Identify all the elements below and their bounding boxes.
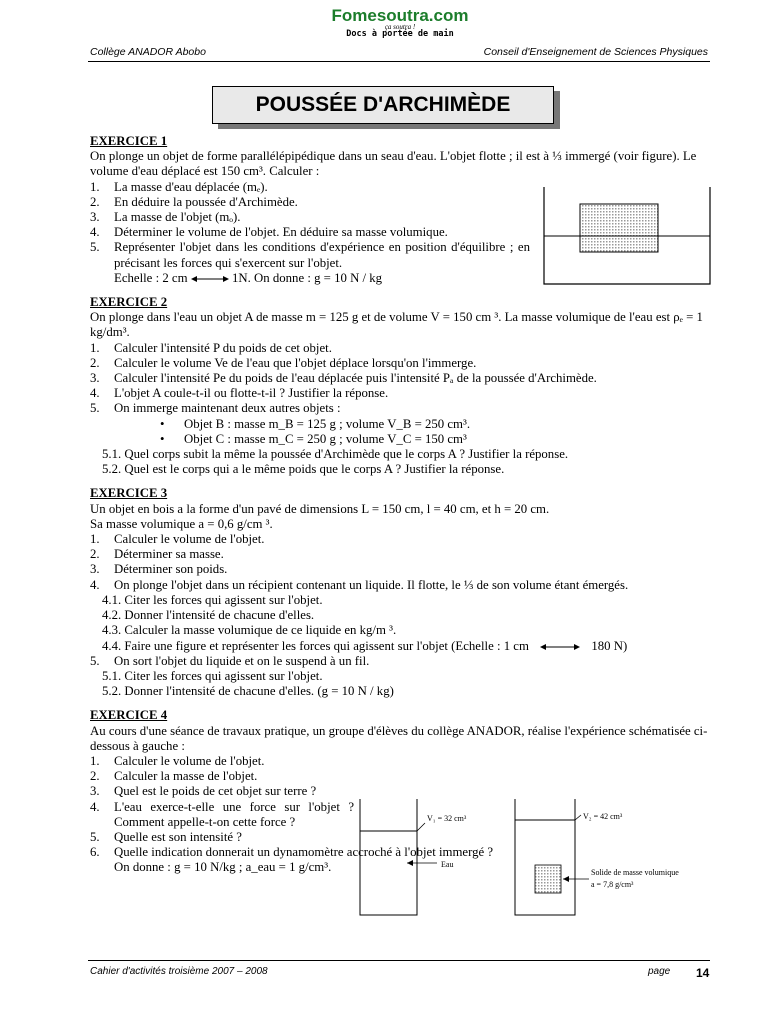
beaker-2 — [515, 799, 575, 915]
footer-text: Cahier d'activités troisième 2007 – 2008 — [90, 966, 268, 977]
ex3-item: 4. On plonge l'objet dans un récipient contenant un liquide. Il flotte, le ⅓ de son volume étant émergés. — [90, 577, 629, 592]
ex3-sub: 5.2. Donner l'intensité de chacune d'elles. (g = 10 N / kg) — [102, 684, 394, 699]
ex3-sub: 4.1. Citer les forces qui agissent sur l'objet. — [102, 592, 323, 607]
ex2-sub: 5.2. Quel est le corps qui a le même poids que le corps A ? Justifier la réponse. — [102, 462, 505, 477]
logo-slogan: ça soutra ! — [384, 23, 416, 31]
ex2-item: 3. Calculer l'intensité Pe du poids de l'eau déplacée puis l'intensité Pₐ de la poussée d'Archimède. — [90, 371, 597, 386]
ex2-bullet: • Objet C : masse m_C = 250 g ; volume V_C = 150 cm³ — [160, 431, 467, 446]
site-logo — [300, 6, 500, 39]
header-school: Collège ANADOR Abobo — [90, 46, 206, 58]
ex2-heading: EXERCICE 2 — [90, 295, 168, 310]
ex4-item: 6. Quelle indication donnerait un dynamomètre accroché à l'objet immergé ? — [90, 845, 494, 860]
ex2-item: 1. Calculer l'intensité P du poids de cet objet. — [90, 340, 332, 355]
double-arrow-icon — [540, 643, 580, 651]
header-rule — [88, 61, 710, 62]
ex3-intro2: Sa masse volumique a = 0,6 g/cm ³. — [90, 516, 273, 531]
ex1-heading: EXERCICE 1 — [90, 134, 168, 148]
ex2-bullet: • Objet B : masse m_B = 125 g ; volume V_B = 250 cm³. — [160, 416, 471, 431]
ex1-item: 1. La masse d'eau déplacée (mₑ). — [90, 179, 268, 194]
ex1-scale: Echelle : 2 cm 1N. On donne : g = 10 N / kg — [114, 270, 383, 285]
content — [90, 134, 714, 876]
ex3-item: 3. Déterminer son poids. — [90, 562, 228, 577]
page-number: 14 — [696, 966, 710, 980]
ex1-item: 3. La masse de l'objet (mₒ). — [90, 210, 241, 225]
ex2-item: 4. L'objet A coule-t-il ou flotte-t-il ? Justifier la réponse. — [90, 386, 389, 401]
ex3-item: 1. Calculer le volume de l'objet. — [90, 532, 265, 547]
footer-page-label: page — [648, 966, 671, 977]
ex3-sub: 4.2. Donner l'intensité de chacune d'elles. — [102, 608, 315, 623]
ex2-sub: 5.1. Quel corps subit la même la poussée d'Archimède que le corps A ? Justifier la réponse. — [102, 447, 569, 462]
ex3-item: 5. On sort l'objet du liquide et on le suspend à un fil. — [90, 653, 370, 668]
solid-object — [535, 865, 561, 893]
ex1-item: 4. Déterminer le volume de l'objet. En déduire sa masse volumique. — [90, 225, 448, 240]
ex4-item: 2. Calculer la masse de l'objet. — [90, 769, 258, 784]
ex3-sub: 4.3. Calculer la masse volumique de ce liquide en kg/m ³. — [102, 623, 397, 638]
ex2-item: 2. Calculer le volume Ve de l'eau que l'objet déplace lorsqu'on l'immerge. — [90, 355, 477, 370]
v2-label: V₂ = 42 cm³ — [583, 812, 623, 821]
solide-label-2: a = 7,8 g/cm³ — [591, 880, 634, 889]
logo-tagline: Docs à portée de main — [346, 29, 454, 39]
ex4-intro: Au cours d'une séance de travaux pratique, un groupe d'élèves du collège ANADOR, réalise l'expérience schématisée ci-dessous à gauche : — [90, 723, 708, 753]
ex4-item: 5. Quelle est son intensité ? — [90, 829, 242, 844]
double-arrow-icon — [191, 275, 229, 283]
ex3-sub-4-4: 4.4. Faire une figure et représenter les forces qui agissent sur l'objet (Echelle : 1 cm 180 N) — [102, 638, 628, 653]
eau-label: Eau — [441, 860, 454, 869]
ex3-sub: 5.1. Citer les forces qui agissent sur l'objet. — [102, 668, 323, 683]
ex1-item: 5. Représenter l'objet dans les conditions d'expérience en position d'équilibre ; en précisant les forces qui s'exercent sur l'objet. — [90, 240, 530, 270]
footer-rule — [88, 960, 710, 961]
ex4-figure — [355, 795, 685, 920]
ex4-item: 4. L'eau exerce-t-elle une force sur l'objet ? Comment appelle-t-on cette force ? — [90, 799, 354, 829]
ex1-intro: On plonge un objet de forme parallélépipédique dans un seau d'eau. L'objet flotte ; il est à ⅓ immergé (voir figure). Le volume d'eau déplacé est 150 cm³. Calculer : — [90, 149, 697, 179]
ex3-item: 2. Déterminer sa masse. — [90, 547, 224, 562]
solide-label-1: Solide de masse volumique — [591, 868, 679, 877]
ex4-item: 1. Calculer le volume de l'objet. — [90, 753, 265, 768]
ex3-intro1: Un objet en bois a la forme d'un pavé de dimensions L = 150 cm, l = 40 cm, et h = 20 cm. — [90, 501, 550, 516]
header-council: Conseil d'Enseignement de Sciences Physiques — [483, 46, 708, 58]
ex3-heading: EXERCICE 3 — [90, 486, 168, 501]
page-title: POUSSÉE D'ARCHIMÈDE — [212, 86, 554, 124]
ex1-item: 2. En déduire la poussée d'Archimède. — [90, 194, 298, 209]
ex4-heading: EXERCICE 4 — [90, 708, 168, 723]
ex2-intro: On plonge dans l'eau un objet A de masse m = 125 g et de volume V = 150 cm ³. La masse volumique de l'eau est ρₑ = 1 kg/dm³. — [90, 310, 703, 340]
ex4-given: On donne : g = 10 N/kg ; a_eau = 1 g/cm³. — [114, 860, 332, 875]
beaker-1 — [360, 799, 417, 915]
ex4-item: 3. Quel est le poids de cet objet sur terre ? — [90, 784, 317, 799]
v1-label: V₁ = 32 cm³ — [427, 814, 467, 823]
logo-brand: Fomesoutra.com — [331, 6, 469, 25]
ex2-item: 5. On immerge maintenant deux autres objets : — [90, 401, 341, 416]
